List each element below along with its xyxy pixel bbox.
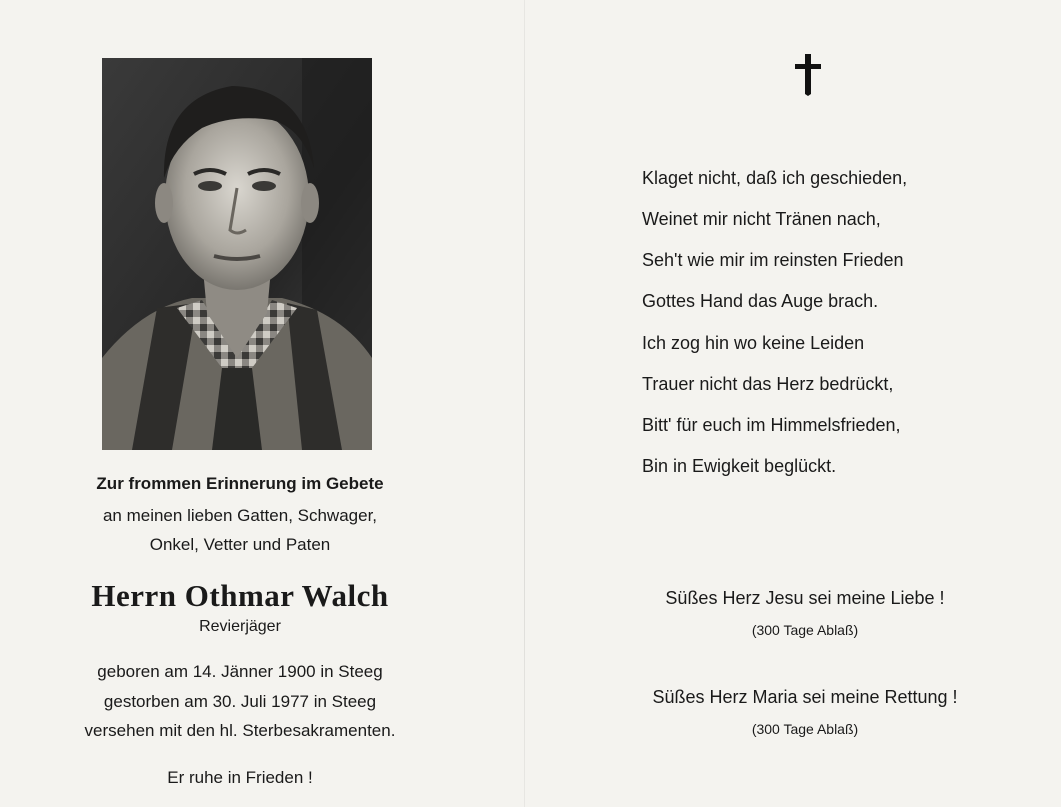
poem-line: Gottes Hand das Auge brach. [642, 291, 879, 311]
right-panel [525, 0, 1061, 807]
poem-line: Klaget nicht, daß ich geschieden, [642, 168, 908, 188]
poem-line: Bin in Ewigkeit beglückt. [642, 456, 837, 476]
cross-icon [793, 52, 823, 96]
birth-line: geboren am 14. Jänner 1900 in Steeg [97, 662, 383, 681]
indulgence-note: (300 Tage Ablaß) [751, 622, 859, 638]
poem-line: Seh't wie mir im reinsten Frieden [642, 250, 904, 270]
occupation: Revierjäger [199, 618, 281, 635]
portrait-photo [102, 58, 372, 450]
intro-line: Onkel, Vetter und Paten [149, 535, 331, 554]
poem-line: Weinet mir nicht Tränen nach, [642, 209, 881, 229]
portrait-image [102, 58, 372, 450]
indulgence-note: (300 Tage Ablaß) [751, 721, 859, 737]
intro-line: an meinen lieben Gatten, Schwager, [102, 506, 378, 525]
poem-line: Trauer nicht das Herz bedrückt, [642, 374, 894, 394]
left-panel [0, 0, 524, 807]
deceased-name: Herrn Othmar Walch [91, 578, 389, 613]
death-line: gestorben am 30. Juli 1977 in Steeg [103, 692, 377, 711]
intro-heading: Zur frommen Erinnerung im Gebete [96, 474, 384, 493]
sacraments-line: versehen mit den hl. Sterbesakramenten. [84, 721, 396, 740]
prayer-jesus: Süßes Herz Jesu sei meine Liebe ! [665, 588, 945, 608]
poem-line: Ich zog hin wo keine Leiden [642, 333, 865, 353]
prayer-maria: Süßes Herz Maria sei meine Rettung ! [652, 687, 958, 707]
closing-blessing: Er ruhe in Frieden ! [167, 768, 313, 787]
poem-line: Bitt' für euch im Himmelsfrieden, [642, 415, 901, 435]
